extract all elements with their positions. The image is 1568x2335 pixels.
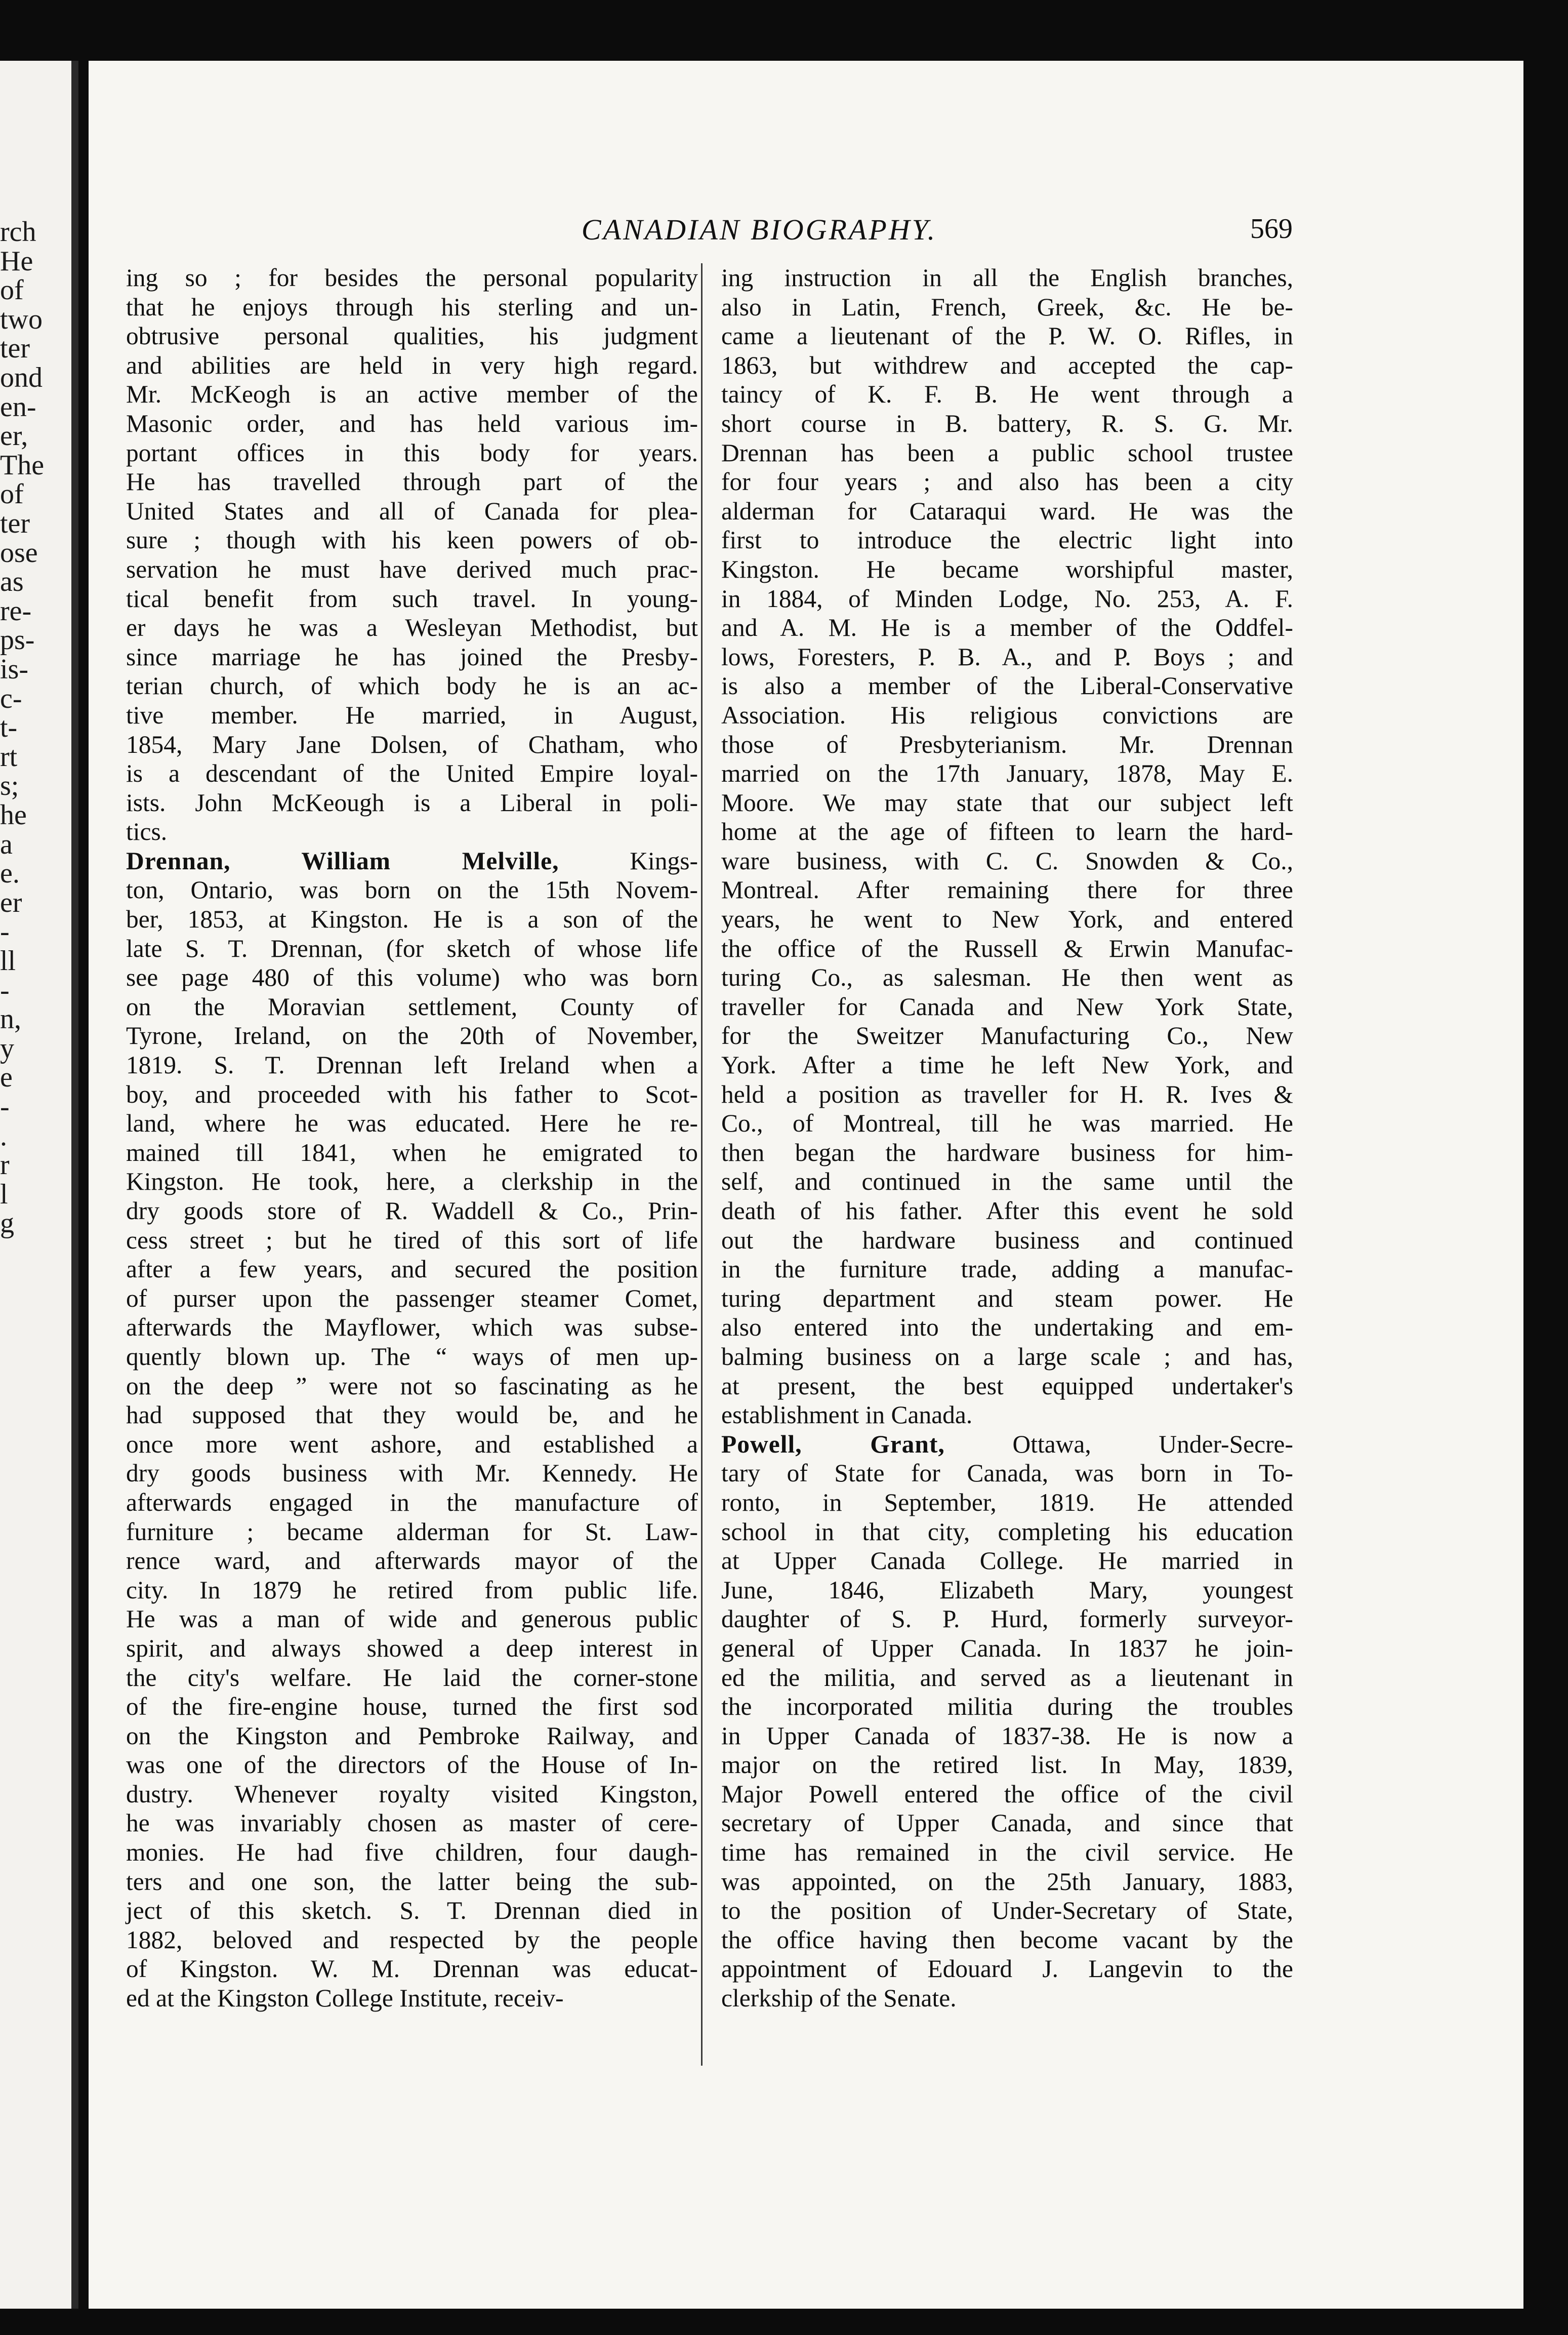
text-line: furniture ; became alderman for St. Law-: [126, 1517, 698, 1546]
text-line: Mr. McKeogh is an active member of the: [126, 380, 698, 409]
margin-fragment: ll: [0, 945, 16, 977]
text-line: and A. M. He is a member of the Oddfel-: [721, 614, 1293, 642]
text-line: tical benefit from such travel. In young-: [126, 584, 698, 613]
text-line: Major Powell entered the office of the civil: [721, 1780, 1293, 1808]
text-line: Drennan has been a public school trustee: [721, 438, 1293, 467]
margin-fragment: -: [0, 974, 10, 1006]
text-line: married on the 17th January, 1878, May E.: [721, 759, 1293, 788]
text-line: short course in B. battery, R. S. G. Mr.: [721, 409, 1293, 437]
text-line: establishment in Canada.: [721, 1401, 973, 1429]
text-line: Tyrone, Ireland, on the 20th of November,: [126, 1022, 698, 1050]
text-line: June, 1846, Elizabeth Mary, youngest: [721, 1576, 1293, 1604]
text-line: He was a man of wide and generous public: [126, 1605, 698, 1633]
text-line: for the Sweitzer Manufacturing Co., New: [721, 1022, 1293, 1050]
text-line: city. In 1879 he retired from public life.: [126, 1576, 698, 1604]
text-line: afterwards engaged in the manufacture of: [126, 1488, 698, 1516]
text-line: appointment of Edouard J. Langevin to the: [721, 1955, 1293, 1983]
text-line: Kingston. He became worshipful master,: [721, 555, 1293, 583]
text-line: came a lieutenant of the P. W. O. Rifles, in: [721, 322, 1293, 350]
text-line: since marriage he has joined the Presby-: [126, 642, 698, 671]
text-line: and abilities are held in very high regard.: [126, 351, 698, 379]
margin-fragment: s;: [0, 770, 19, 802]
text-line: on the Kingston and Pembroke Railway, and: [126, 1721, 698, 1750]
text-line: ed at the Kingston College Institute, receiv-: [126, 1984, 564, 2012]
text-line: 1863, but withdrew and accepted the cap-: [721, 351, 1293, 379]
text-line: self, and continued in the same until the: [721, 1168, 1293, 1196]
text-line: in the furniture trade, adding a manufac-: [721, 1255, 1293, 1283]
text-line: [721, 1430, 1293, 1459]
margin-fragment: -: [0, 916, 10, 948]
text-line: at present, the best equipped undertaker's: [721, 1372, 1293, 1400]
text-line: traveller for Canada and New York State,: [721, 992, 1293, 1021]
margin-fragment: of: [0, 274, 24, 306]
margin-fragment: he: [0, 799, 27, 831]
text-line: afterwards the Mayflower, which was subse-: [126, 1313, 698, 1342]
text-line: 1819. S. T. Drennan left Ireland when a: [126, 1051, 698, 1079]
text-line: once more went ashore, and established a: [126, 1430, 698, 1458]
text-line: servation he must have derived much prac-: [126, 555, 698, 583]
text-line: major on the retired list. In May, 1839,: [721, 1751, 1293, 1779]
text-line: cess street ; but he tired of this sort of life: [126, 1226, 698, 1254]
text-line: boy, and proceeded with his father to Scot-: [126, 1080, 698, 1108]
text-line: ronto, in September, 1819. He attended: [721, 1488, 1293, 1516]
text-line: tary of State for Canada, was born in To-: [721, 1459, 1293, 1487]
text-line: also in Latin, French, Greek, &c. He be-: [721, 293, 1293, 321]
text-line: ware business, with C. C. Snowden & Co.,: [721, 847, 1293, 875]
text-line: time has remained in the civil service. He: [721, 1838, 1293, 1867]
margin-fragment: as: [0, 566, 24, 598]
margin-fragment: y: [0, 1032, 14, 1064]
text-line: was one of the directors of the House of In-: [126, 1751, 698, 1779]
margin-fragment: ose: [0, 537, 38, 569]
text-line: home at the age of fifteen to learn the hard-: [721, 818, 1293, 846]
text-line: at Upper Canada College. He married in: [721, 1547, 1293, 1575]
text-line: those of Presbyterianism. Mr. Drennan: [721, 730, 1293, 758]
margin-fragment: er: [0, 887, 22, 918]
text-line: school in that city, completing his education: [721, 1517, 1293, 1546]
text-line: ton, Ontario, was born on the 15th Novem-: [126, 876, 698, 904]
text-line: tics.: [126, 818, 168, 846]
text-line: see page 480 of this volume) who was born: [126, 963, 698, 992]
text-line: on the Moravian settlement, County of: [126, 992, 698, 1021]
text-line: then began the hardware business for him-: [721, 1138, 1293, 1166]
text-line: dustry. Whenever royalty visited Kingston,: [126, 1780, 698, 1808]
margin-fragment: rt: [0, 741, 18, 773]
text-line: ing instruction in all the English branches,: [721, 264, 1293, 292]
page-number: 569: [1250, 213, 1293, 245]
text-line: portant offices in this body for years.: [126, 438, 698, 467]
text-line: spirit, and always showed a deep interest in: [126, 1634, 698, 1662]
entry-heading-rest: Kings-: [559, 847, 698, 875]
book-page: [89, 61, 1523, 2309]
text-line: er days he was a Wesleyan Methodist, but: [126, 614, 698, 642]
entry-heading-rest: Ottawa, Under-Secre-: [944, 1430, 1293, 1458]
text-line: after a few years, and secured the position: [126, 1255, 698, 1283]
text-line: Kingston. He took, here, a clerkship in the: [126, 1168, 698, 1196]
margin-fragment: The: [0, 449, 45, 481]
text-line: lows, Foresters, P. B. A., and P. Boys ; and: [721, 642, 1293, 671]
text-line: is also a member of the Liberal-Conservative: [721, 672, 1293, 700]
margin-fragment: two: [0, 303, 43, 335]
text-line: to the position of Under-Secretary of State,: [721, 1897, 1293, 1925]
text-line: Moore. We may state that our subject left: [721, 788, 1293, 817]
text-line: clerkship of the Senate.: [721, 1984, 957, 2012]
text-line: tive member. He married, in August,: [126, 701, 698, 729]
text-line: the office of the Russell & Erwin Manufac-: [721, 934, 1293, 962]
text-line: held a position as traveller for H. R. Ives &: [721, 1080, 1293, 1108]
margin-fragment: e.: [0, 858, 20, 890]
text-line: rence ward, and afterwards mayor of the: [126, 1547, 698, 1575]
text-line: land, where he was educated. Here he re-: [126, 1109, 698, 1138]
text-line: Association. His religious convictions are: [721, 701, 1293, 729]
text-line: quently blown up. The “ ways of men up-: [126, 1342, 698, 1371]
text-line: balming business on a large scale ; and has,: [721, 1342, 1293, 1371]
text-line: ters and one son, the latter being the sub-: [126, 1867, 698, 1896]
running-title: CANADIAN BIOGRAPHY.: [581, 213, 937, 246]
text-line: he was invariably chosen as master of cere-: [126, 1809, 698, 1837]
text-line: mained till 1841, when he emigrated to: [126, 1138, 698, 1166]
text-line: ists. John McKeough is a Liberal in poli-: [126, 788, 698, 817]
margin-fragment: a: [0, 828, 13, 860]
margin-fragment: c-: [0, 682, 22, 714]
text-line: on the deep ” were not so fascinating as he: [126, 1372, 698, 1400]
text-line: first to introduce the electric light into: [721, 526, 1293, 554]
text-line: Co., of Montreal, till he was married. He: [721, 1109, 1293, 1138]
text-line: taincy of K. F. B. He went through a: [721, 380, 1293, 409]
text-line: of purser upon the passenger steamer Comet,: [126, 1284, 698, 1312]
margin-fragment: er,: [0, 420, 28, 452]
text-line: obtrusive personal qualities, his judgment: [126, 322, 698, 350]
margin-fragment: .: [0, 1120, 7, 1152]
text-line: for four years ; and also has been a city: [721, 468, 1293, 496]
text-line: had supposed that they would be, and he: [126, 1401, 698, 1429]
text-line: 1882, beloved and respected by the people: [126, 1925, 698, 1954]
text-line: 1854, Mary Jane Dolsen, of Chatham, who: [126, 730, 698, 758]
text-line: monies. He had five children, four daugh-: [126, 1838, 698, 1867]
text-line: was appointed, on the 25th January, 1883,: [721, 1867, 1293, 1896]
text-line: general of Upper Canada. In 1837 he join-: [721, 1634, 1293, 1662]
text-line: sure ; though with his keen powers of ob-: [126, 526, 698, 554]
text-line: alderman for Cataraqui ward. He was the: [721, 497, 1293, 525]
text-line: in 1884, of Minden Lodge, No. 253, A. F.: [721, 584, 1293, 613]
text-line: United States and all of Canada for plea-: [126, 497, 698, 525]
text-line: turing department and steam power. He: [721, 1284, 1293, 1312]
text-line: ed the militia, and served as a lieutenant in: [721, 1663, 1293, 1692]
margin-fragment: r: [0, 1149, 10, 1181]
text-line: death of his father. After this event he sold: [721, 1197, 1293, 1225]
text-line: daughter of S. P. Hurd, formerly surveyor-: [721, 1605, 1293, 1633]
margin-fragment: en-: [0, 391, 36, 423]
right-text-column: [721, 263, 1293, 2013]
text-line: the incorporated militia during the troubles: [721, 1693, 1293, 1721]
running-head: [89, 213, 1523, 258]
text-line: of the fire-engine house, turned the first sod: [126, 1693, 698, 1721]
margin-fragment: re-: [0, 595, 32, 627]
margin-fragment: -: [0, 1091, 10, 1122]
entry-heading-name: Powell, Grant,: [721, 1430, 945, 1458]
margin-fragment: n,: [0, 1003, 21, 1035]
margin-fragment: t-: [0, 712, 18, 744]
text-line: years, he went to New York, and entered: [721, 905, 1293, 934]
text-line: that he enjoys through his sterling and un-: [126, 293, 698, 321]
margin-fragment: ps-: [0, 624, 35, 656]
left-text-column: [126, 263, 698, 2013]
text-line: is a descendant of the United Empire loyal-: [126, 759, 698, 788]
text-line: Montreal. After remaining there for three: [721, 876, 1293, 904]
text-line: ject of this sketch. S. T. Drennan died in: [126, 1897, 698, 1925]
text-line: terian church, of which body he is an ac-: [126, 672, 698, 700]
column-divider: [701, 263, 703, 2066]
margin-fragment: ond: [0, 362, 43, 393]
margin-fragment: of: [0, 478, 24, 510]
text-line: He has travelled through part of the: [126, 468, 698, 496]
text-line: also entered into the undertaking and em-: [721, 1313, 1293, 1342]
text-line: out the hardware business and continued: [721, 1226, 1293, 1254]
text-line: Masonic order, and has held various im-: [126, 409, 698, 437]
margin-fragment: rch: [0, 216, 36, 248]
margin-fragment: He: [0, 245, 33, 277]
text-line: the office having then become vacant by the: [721, 1925, 1293, 1954]
entry-heading-name: Drennan, William Melville,: [126, 847, 559, 875]
text-line: turing Co., as salesman. He then went as: [721, 963, 1293, 992]
text-line: dry goods store of R. Waddell & Co., Prin-: [126, 1197, 698, 1225]
text-line: ber, 1853, at Kingston. He is a son of the: [126, 905, 698, 934]
text-line: secretary of Upper Canada, and since that: [721, 1809, 1293, 1837]
text-line: of Kingston. W. M. Drennan was educat-: [126, 1955, 698, 1983]
margin-fragment: g: [0, 1207, 14, 1239]
margin-fragment: ter: [0, 508, 30, 539]
text-line: late S. T. Drennan, (for sketch of whose life: [126, 934, 698, 962]
text-line: in Upper Canada of 1837-38. He is now a: [721, 1721, 1293, 1750]
margin-fragment: e: [0, 1062, 13, 1094]
text-line: York. After a time he left New York, and: [721, 1051, 1293, 1079]
text-line: [126, 847, 698, 876]
margin-fragment: is-: [0, 654, 28, 685]
margin-fragment: ter: [0, 333, 30, 365]
text-line: dry goods business with Mr. Kennedy. He: [126, 1459, 698, 1487]
page-gutter-shadow: [71, 61, 78, 2309]
adjacent-page-strip: [0, 61, 78, 2309]
text-line: the city's welfare. He laid the corner-stone: [126, 1663, 698, 1692]
text-line: ing so ; for besides the personal popularity: [126, 264, 698, 292]
margin-fragment: l: [0, 1178, 8, 1210]
